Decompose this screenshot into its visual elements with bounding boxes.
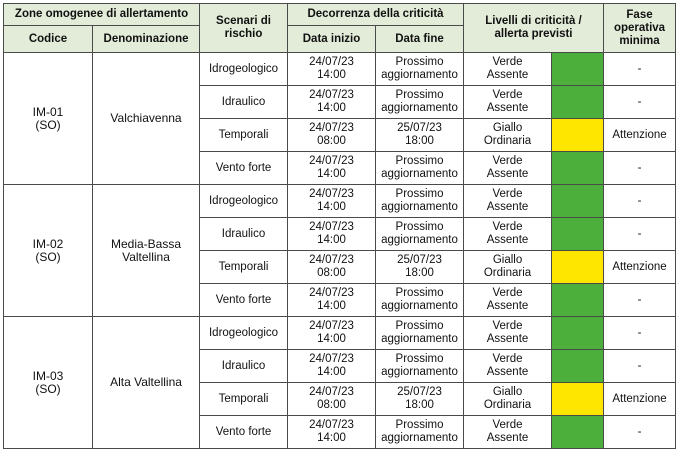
level-cell-line: Giallo [492,254,523,266]
start-cell-line: 14:00 [317,300,346,312]
level-cell-line: Ordinaria [483,267,532,279]
level-cell [464,251,552,284]
level-cell-line: Ordinaria [483,399,532,411]
scenario-cell [200,317,288,350]
start-cell-line: 24/07/23 [309,221,354,233]
level-color-swatch [552,53,604,86]
start-cell-line: 24/07/23 [309,320,354,332]
start-cell-line: 08:00 [317,267,346,279]
level-cell [464,350,552,383]
level-cell-line: Verde [492,155,523,167]
zone-name-line: Media-Bassa Valtellina [110,236,182,264]
level-cell [464,119,552,152]
level-cell-line: Verde [492,320,523,332]
start-cell-line: 24/07/23 [309,188,354,200]
level-cell-line: Assente [486,300,529,312]
end-cell [376,284,464,317]
scenario-cell [200,251,288,284]
level-color-swatch [552,350,604,383]
end-cell-line: aggiornamento [381,201,458,213]
start-cell-line: 08:00 [317,399,346,411]
level-color-swatch [552,284,604,317]
start-cell-line: 24/07/23 [309,386,354,398]
level-cell-line: Verde [492,188,523,200]
level-cell-line: Assente [486,201,529,213]
start-cell-line: 14:00 [317,102,346,114]
end-cell-line: 25/07/23 [397,254,442,266]
level-cell-line: Verde [492,221,523,233]
level-cell [464,185,552,218]
header-zone-group: Zone omogenee di allertamento [4,4,200,26]
start-cell [288,152,376,185]
end-cell-line: aggiornamento [381,69,458,81]
start-cell [288,350,376,383]
zone-name [93,317,200,449]
start-cell-line: 24/07/23 [309,287,354,299]
start-cell [288,53,376,86]
start-cell-line: 14:00 [317,432,346,444]
level-cell-line: Ordinaria [483,135,532,147]
end-cell-line: aggiornamento [381,300,458,312]
start-cell-line: 14:00 [317,366,346,378]
end-cell-line: Prossimo [395,56,444,68]
scenario-cell [200,53,288,86]
scenario-cell [200,119,288,152]
fase-cell-line: - [637,359,642,372]
zone-name-line: Valchiavenna [110,111,182,125]
start-cell [288,185,376,218]
scenario-cell [200,218,288,251]
fase-cell [604,317,676,350]
fase-cell-line: - [637,425,642,438]
end-cell-line: Prossimo [395,353,444,365]
start-cell [288,416,376,449]
zone-name [93,53,200,185]
scenario-cell [200,152,288,185]
fase-cell [604,284,676,317]
fase-cell-line: - [637,161,642,174]
end-cell-line: Prossimo [395,155,444,167]
fase-cell-line: - [637,62,642,75]
scenario-cell-line: Idraulico [221,227,266,240]
fase-cell-line: - [637,293,642,306]
end-cell-line: 25/07/23 [397,386,442,398]
scenario-cell-line: Vento forte [215,425,272,438]
start-cell [288,119,376,152]
level-color-swatch [552,185,604,218]
level-cell [464,218,552,251]
header-scenari: Scenari di rischio [200,4,288,53]
end-cell [376,152,464,185]
zone-code [4,185,93,317]
end-cell [376,86,464,119]
fase-cell-line: - [637,326,642,339]
start-cell-line: 24/07/23 [309,56,354,68]
fase-cell-line: - [637,227,642,240]
scenario-cell-line: Temporali [218,128,269,141]
level-cell-line: Assente [486,168,529,180]
header-data-inizio: Data inizio [288,26,376,53]
end-cell [376,350,464,383]
scenario-cell [200,284,288,317]
level-cell-line: Giallo [492,386,523,398]
end-cell-line: aggiornamento [381,168,458,180]
header-denominazione: Denominazione [93,26,200,53]
fase-cell [604,416,676,449]
scenario-cell [200,350,288,383]
end-cell-line: aggiornamento [381,333,458,345]
end-cell [376,383,464,416]
table-row [4,185,676,218]
start-cell [288,284,376,317]
level-color-swatch [552,383,604,416]
end-cell-line: 18:00 [405,267,434,279]
start-cell-line: 14:00 [317,201,346,213]
level-cell [464,317,552,350]
alert-table [3,3,676,449]
end-cell-line: aggiornamento [381,102,458,114]
start-cell [288,317,376,350]
level-cell-line: Verde [492,353,523,365]
level-color-swatch [552,416,604,449]
start-cell-line: 14:00 [317,333,346,345]
fase-cell [604,383,676,416]
header-data-fine: Data fine [376,26,464,53]
end-cell [376,119,464,152]
start-cell-line: 14:00 [317,168,346,180]
level-cell [464,152,552,185]
level-cell-line: Verde [492,287,523,299]
fase-cell-line: - [637,95,642,108]
scenario-cell-line: Idrogeologico [208,62,279,75]
level-color-swatch [552,119,604,152]
zone-code [4,317,93,449]
zone-code-line: IM-02 [32,236,64,251]
level-cell [464,284,552,317]
end-cell-line: aggiornamento [381,234,458,246]
level-cell [464,416,552,449]
header-fase: Fase operativa minima [604,4,676,53]
level-cell-line: Assente [486,234,529,246]
level-color-swatch [552,218,604,251]
end-cell-line: Prossimo [395,188,444,200]
zone-code-line: IM-03 [32,368,64,383]
level-cell-line: Verde [492,89,523,101]
end-cell [376,53,464,86]
fase-cell [604,86,676,119]
zone-code-line: (SO) [35,249,61,264]
fase-cell [604,119,676,152]
scenario-cell-line: Vento forte [215,293,272,306]
end-cell [376,218,464,251]
start-cell-line: 24/07/23 [309,89,354,101]
scenario-cell [200,185,288,218]
header-codice: Codice [4,26,93,53]
fase-cell-line: Attenzione [612,260,667,273]
scenario-cell [200,86,288,119]
end-cell [376,317,464,350]
end-cell-line: Prossimo [395,221,444,233]
fase-cell-line: Attenzione [612,392,667,405]
start-cell-line: 24/07/23 [309,254,354,266]
start-cell [288,383,376,416]
start-cell-line: 24/07/23 [309,353,354,365]
scenario-cell [200,383,288,416]
fase-cell [604,218,676,251]
start-cell-line: 24/07/23 [309,155,354,167]
scenario-cell-line: Temporali [218,260,269,273]
level-cell-line: Giallo [492,122,523,134]
table-row [4,317,676,350]
fase-cell [604,152,676,185]
end-cell [376,251,464,284]
end-cell-line: 25/07/23 [397,122,442,134]
level-cell-line: Verde [492,56,523,68]
fase-cell-line: - [637,194,642,207]
start-cell-line: 24/07/23 [309,419,354,431]
table-body [4,53,676,449]
start-cell [288,86,376,119]
start-cell [288,218,376,251]
level-cell-line: Assente [486,102,529,114]
fase-cell [604,251,676,284]
end-cell-line: aggiornamento [381,366,458,378]
end-cell-line: Prossimo [395,89,444,101]
fase-cell [604,53,676,86]
end-cell-line: aggiornamento [381,432,458,444]
end-cell-line: Prossimo [395,320,444,332]
level-color-swatch [552,317,604,350]
zone-code-line: (SO) [35,381,61,396]
end-cell-line: Prossimo [395,419,444,431]
level-cell-line: Assente [486,366,529,378]
zone-code-line: (SO) [35,117,61,132]
level-cell [464,53,552,86]
scenario-cell-line: Temporali [218,392,269,405]
scenario-cell-line: Idraulico [221,359,266,372]
header-decorrenza: Decorrenza della criticità [288,4,464,26]
level-cell [464,383,552,416]
start-cell-line: 14:00 [317,69,346,81]
end-cell [376,416,464,449]
scenario-cell-line: Idraulico [221,95,266,108]
header-livelli: Livelli di criticità / allerta previsti [464,4,604,53]
zone-name [93,185,200,317]
level-cell [464,86,552,119]
scenario-cell-line: Idrogeologico [208,194,279,207]
scenario-cell [200,416,288,449]
scenario-cell-line: Vento forte [215,161,272,174]
level-color-swatch [552,152,604,185]
end-cell-line: 18:00 [405,399,434,411]
level-color-swatch [552,86,604,119]
level-cell-line: Assente [486,69,529,81]
level-cell-line: Assente [486,432,529,444]
zone-code-line: IM-01 [32,104,64,119]
fase-cell [604,185,676,218]
scenario-cell-line: Idrogeologico [208,326,279,339]
fase-cell [604,350,676,383]
start-cell [288,251,376,284]
start-cell-line: 08:00 [317,135,346,147]
zone-code [4,53,93,185]
start-cell-line: 14:00 [317,234,346,246]
level-cell-line: Verde [492,419,523,431]
end-cell-line: Prossimo [395,287,444,299]
zone-name-line: Alta Valtellina [110,375,182,389]
start-cell-line: 24/07/23 [309,122,354,134]
end-cell-line: 18:00 [405,135,434,147]
end-cell [376,185,464,218]
level-color-swatch [552,251,604,284]
fase-cell-line: Attenzione [612,128,667,141]
table-row [4,53,676,86]
level-cell-line: Assente [486,333,529,345]
